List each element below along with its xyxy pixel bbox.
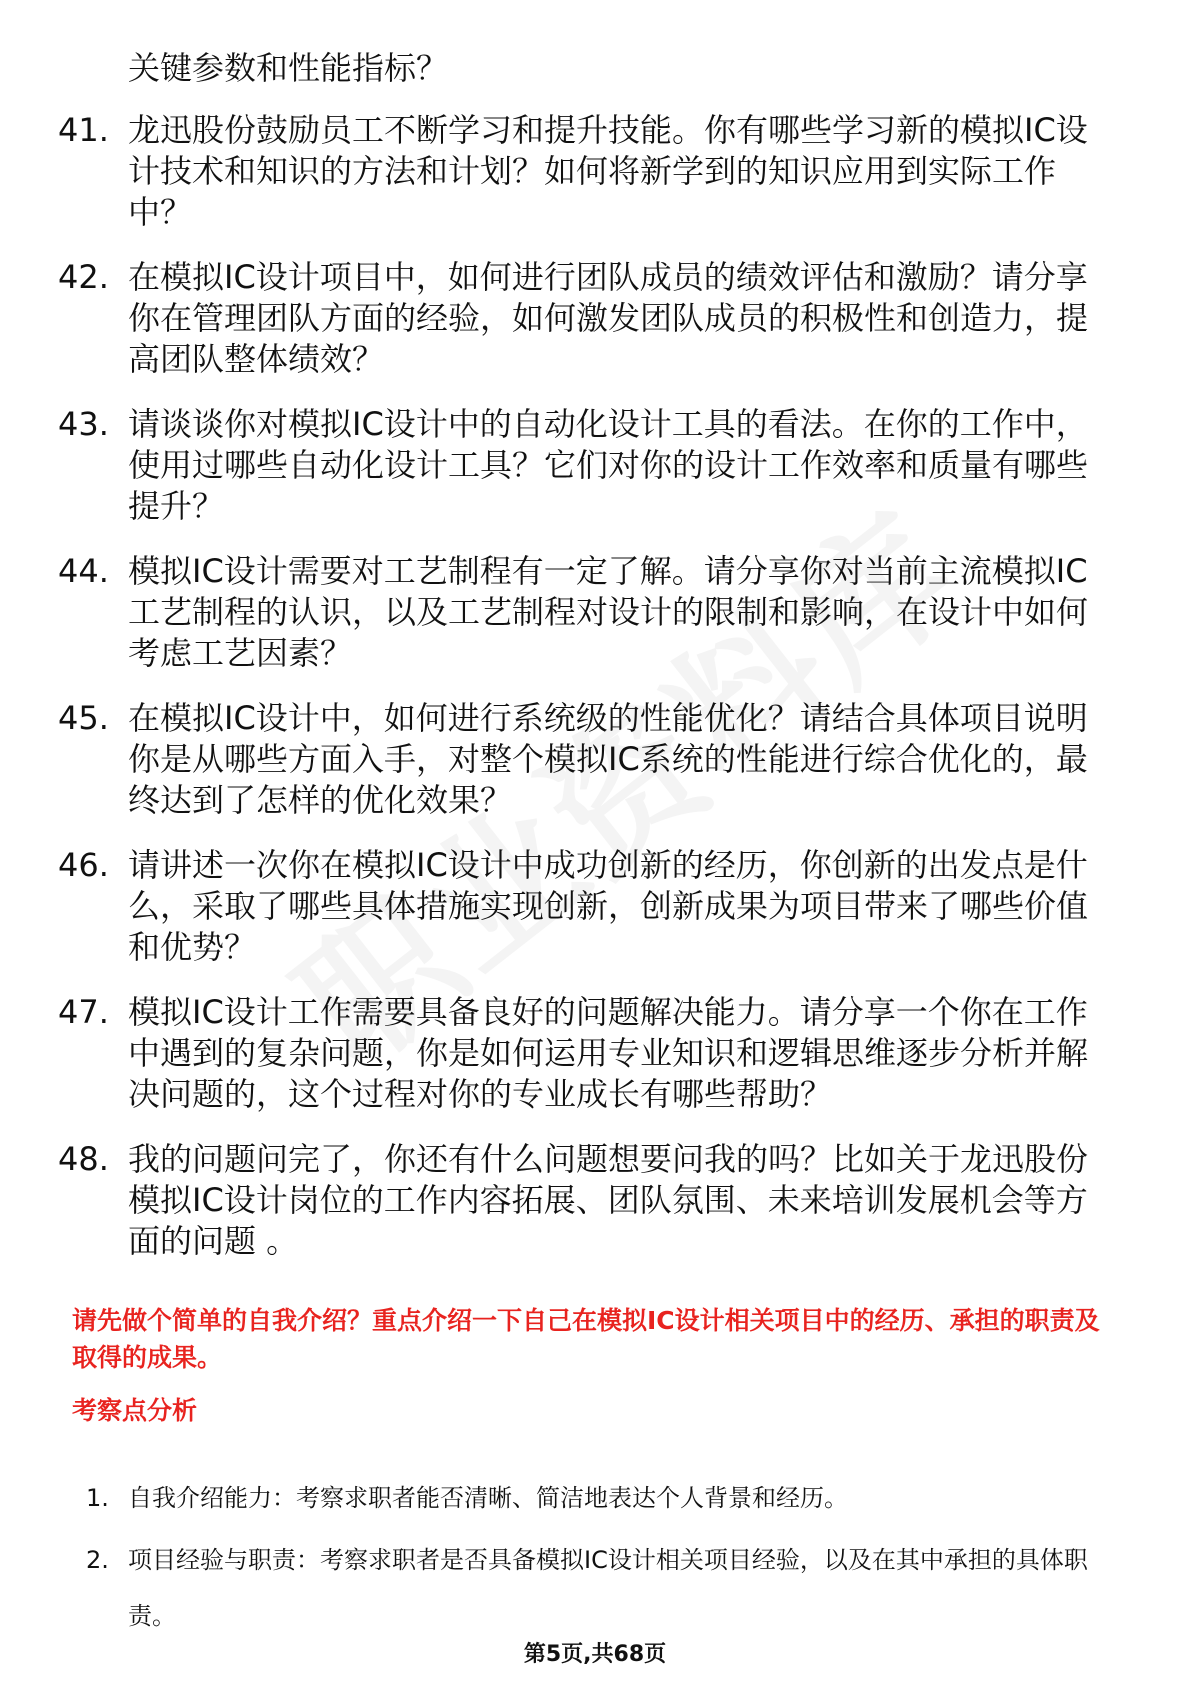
question-text: 龙迅股份鼓励员工不断学习和提升技能。你有哪些学习新的模拟IC设计技术和知识的方法和计划？如何将新学到的知识应用到实际工作中？ <box>128 111 1088 231</box>
analysis-number: 2. <box>86 1546 109 1574</box>
question-number: 43. <box>58 405 109 443</box>
question-text: 请讲述一次你在模拟IC设计中成功创新的经历，你创新的出发点是什么，采取了哪些具体措施实现创新，创新成果为项目带来了哪些价值和优势？ <box>128 846 1089 966</box>
question-text: 模拟IC设计需要对工艺制程有一定了解。请分享你对当前主流模拟IC工艺制程的认识，以及工艺制程对设计的限制和影响，在设计中如何考虑工艺因素？ <box>128 552 1089 672</box>
question-number: 42. <box>58 258 109 296</box>
question-text: 模拟IC设计工作需要具备良好的问题解决能力。请分享一个你在工作中遇到的复杂问题，你是如何运用专业知识和逻辑思维逐步分析并解决问题的，这个过程对你的专业成长有哪些帮助？ <box>128 993 1089 1113</box>
question-list <box>58 110 1118 1286</box>
highlighted-question: 请先做个简单的自我介绍？重点介绍一下自己在模拟IC设计相关项目中的经历、承担的职责及取得的成果。 <box>72 1306 1100 1372</box>
list-item <box>58 845 1118 968</box>
question-number: 41. <box>58 111 109 149</box>
list-item <box>58 404 1118 527</box>
question-number: 45. <box>58 699 109 737</box>
question-number: 48. <box>58 1140 109 1178</box>
list-item <box>86 1470 1126 1526</box>
list-item <box>58 551 1118 674</box>
list-item <box>58 110 1118 233</box>
question-text: 我的问题问完了，你还有什么问题想要问我的吗？比如关于龙迅股份模拟IC设计岗位的工作内容拓展、团队氛围、未来培训发展机会等方面的问题 。 <box>128 1140 1089 1260</box>
page-footer: 第5页,共68页 <box>523 1642 667 1667</box>
question-text: 在模拟IC设计中，如何进行系统级的性能优化？请结合具体项目说明你是从哪些方面入手，对整个模拟IC系统的性能进行综合优化的，最终达到了怎样的优化效果？ <box>128 699 1088 819</box>
list-item <box>58 257 1118 380</box>
list-item <box>58 698 1118 821</box>
analysis-number: 1. <box>86 1484 109 1512</box>
question-number: 44. <box>58 552 109 590</box>
question-number: 46. <box>58 846 109 884</box>
analysis-list <box>86 1470 1126 1650</box>
analysis-heading: 考察点分析 <box>72 1396 198 1425</box>
analysis-text: 自我介绍能力：考察求职者能否清晰、简洁地表达个人背景和经历。 <box>128 1484 848 1512</box>
list-item <box>58 992 1118 1115</box>
analysis-text: 项目经验与职责：考察求职者是否具备模拟IC设计相关项目经验，以及在其中承担的具体职责。 <box>128 1546 1088 1630</box>
question-text: 请谈谈你对模拟IC设计中的自动化设计工具的看法。在你的工作中，使用过哪些自动化设计工具？它们对你的设计工作效率和质量有哪些提升？ <box>128 405 1089 525</box>
list-item <box>86 1532 1126 1644</box>
question-number: 47. <box>58 993 109 1031</box>
list-item <box>58 1139 1118 1262</box>
question-text: 在模拟IC设计项目中，如何进行团队成员的绩效评估和激励？请分享你在管理团队方面的经验，如何激发团队成员的积极性和创造力，提高团队整体绩效？ <box>128 258 1089 378</box>
continuation-line: 关键参数和性能指标？ <box>128 49 449 87</box>
